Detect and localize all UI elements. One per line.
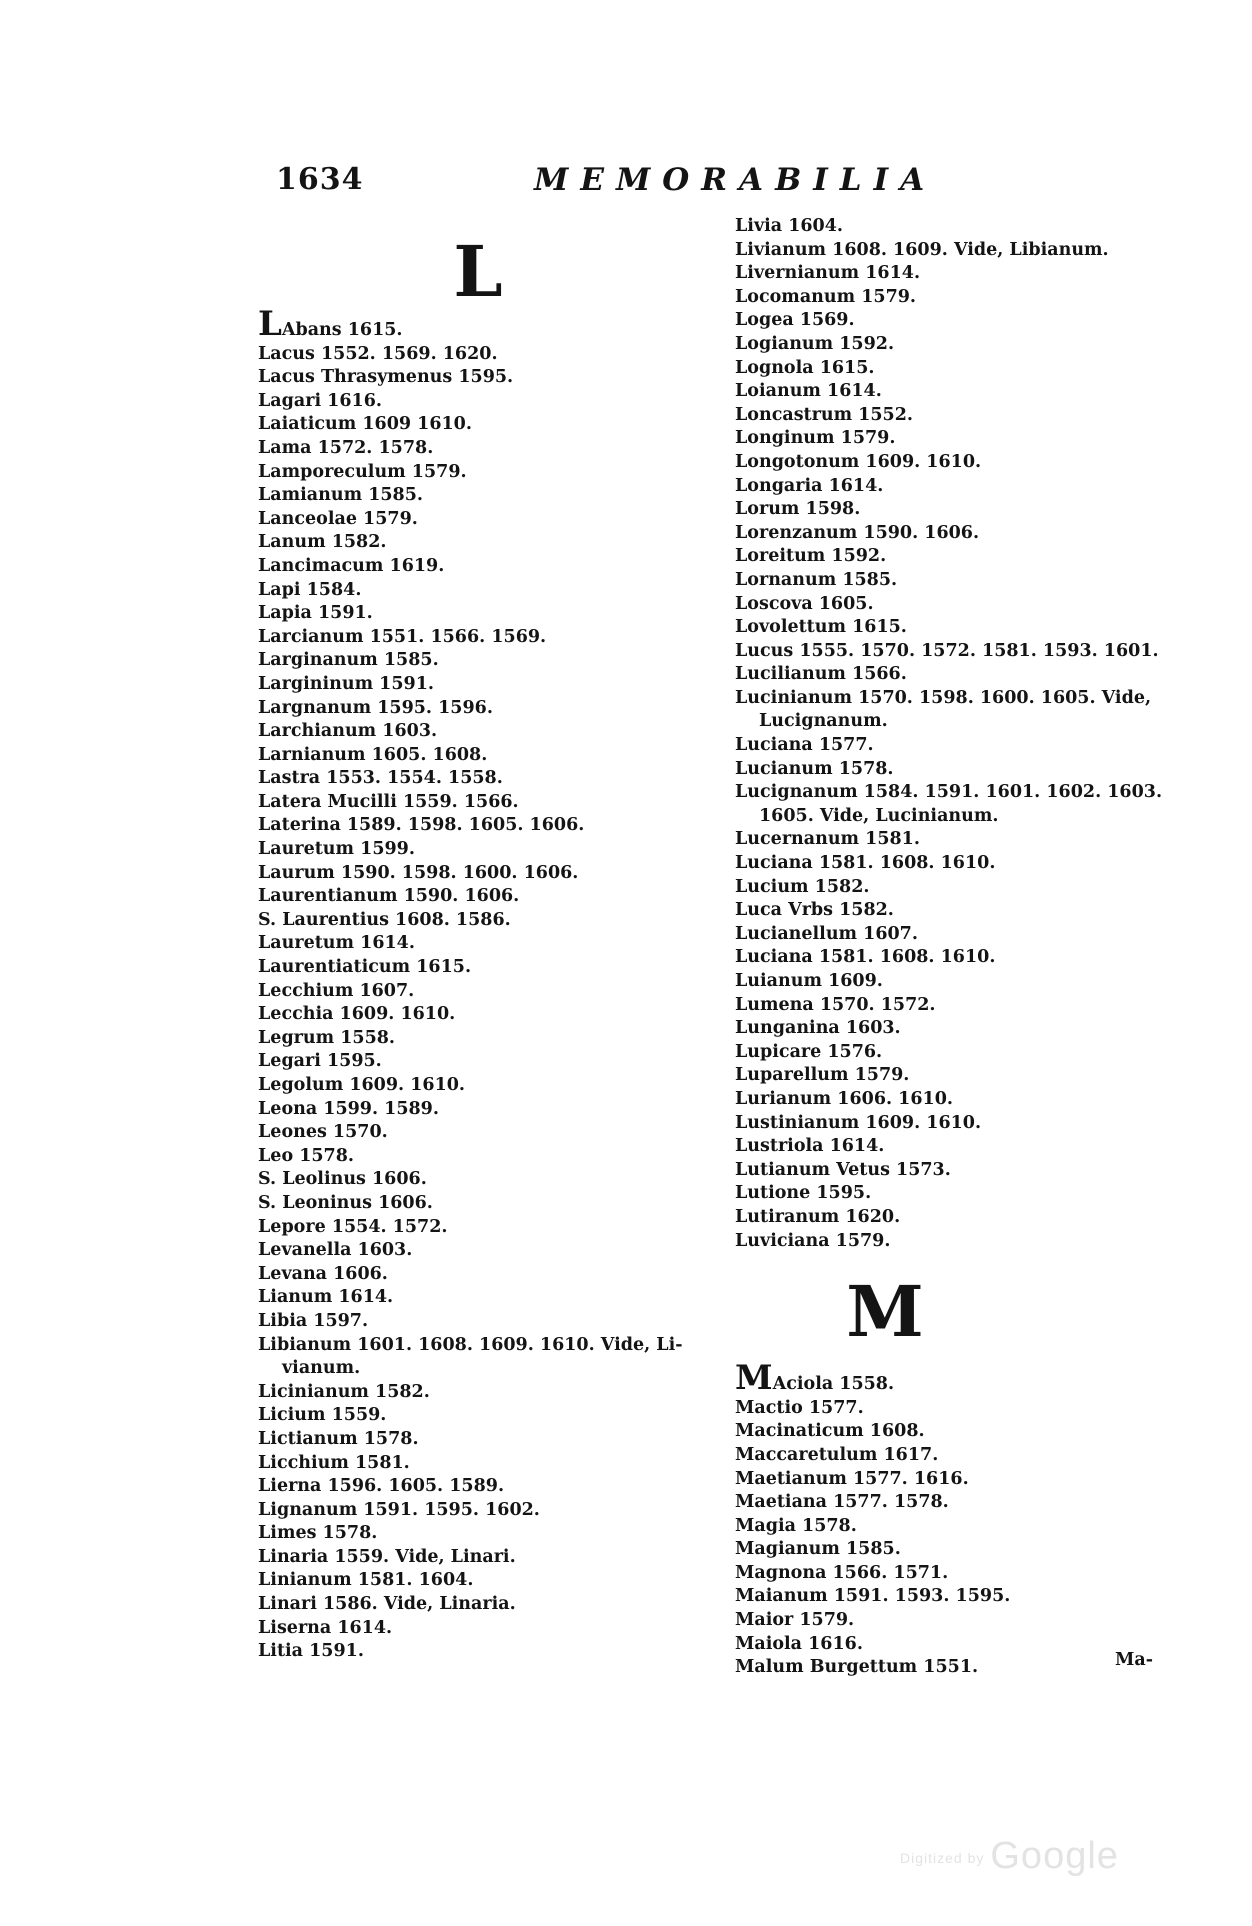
entry-text: Larcianum 1551. 1566. 1569. <box>258 626 547 647</box>
index-entry <box>258 555 728 579</box>
index-entry <box>735 805 1195 829</box>
index-entry <box>258 626 728 650</box>
index-entry <box>735 1397 1195 1421</box>
entry-text: Maianum 1591. 1593. 1595. <box>735 1586 1011 1607</box>
entry-text: Livianum 1608. 1609. Vide, Libianum. <box>735 239 1109 260</box>
digitized-watermark <box>900 1835 1119 1878</box>
index-entry <box>258 1168 728 1192</box>
entry-text: Lutione 1595. <box>735 1183 872 1204</box>
entry-text: Logianum 1592. <box>735 333 895 354</box>
index-entry <box>258 1640 728 1664</box>
index-entry <box>735 569 1195 593</box>
index-entry <box>258 932 728 956</box>
index-entry <box>735 427 1195 451</box>
index-entry <box>735 1112 1195 1136</box>
index-entry <box>258 1334 728 1358</box>
index-entry <box>735 1088 1195 1112</box>
entry-text: Maiola 1616. <box>735 1633 863 1654</box>
entry-text: Lacus Thrasymenus 1595. <box>258 367 514 388</box>
entry-text: Lucianum 1578. <box>735 758 894 779</box>
index-entry <box>258 1121 728 1145</box>
entry-text: Luviciana 1579. <box>735 1230 891 1251</box>
entry-text: Limes 1578. <box>258 1523 378 1544</box>
index-entry <box>735 970 1195 994</box>
page-number: 1634 <box>276 162 364 197</box>
index-entry <box>735 545 1195 569</box>
entry-text: Lastra 1553. 1554. 1558. <box>258 768 503 789</box>
index-entry <box>735 1444 1195 1468</box>
entry-text: S. Laurentius 1608. 1586. <box>258 909 511 930</box>
entry-text: Lutianum Vetus 1573. <box>735 1159 951 1180</box>
index-entry <box>735 475 1195 499</box>
entry-text: Linari 1586. Vide, Linaria. <box>258 1594 516 1615</box>
index-entry <box>258 390 728 414</box>
entry-text: Longinum 1579. <box>735 428 896 449</box>
entry-text: Lamporeculum 1579. <box>258 461 467 482</box>
entry-text: S. Leolinus 1606. <box>258 1169 427 1190</box>
entry-text: Lauretum 1614. <box>258 933 415 954</box>
index-entry <box>258 1499 728 1523</box>
index-entry <box>735 380 1195 404</box>
index-entry <box>735 593 1195 617</box>
catchword: Ma- <box>1115 1650 1153 1670</box>
index-entry <box>735 1468 1195 1492</box>
entry-text: Leones 1570. <box>258 1122 388 1143</box>
initial-capital: M <box>735 1358 773 1399</box>
page-header <box>276 162 937 206</box>
entry-text: Lama 1572. 1578. <box>258 437 434 458</box>
index-entry <box>258 484 728 508</box>
entry-text: Latera Mucilli 1559. 1566. <box>258 791 519 812</box>
index-entry <box>735 1585 1195 1609</box>
index-entry <box>258 1357 728 1381</box>
entry-text: Magia 1578. <box>735 1515 857 1536</box>
index-entry <box>735 994 1195 1018</box>
entry-text: Mactio 1577. <box>735 1397 864 1418</box>
entry-text: Longotonum 1609. 1610. <box>735 451 982 472</box>
entry-text: Abans 1615. <box>281 320 403 340</box>
entry-text: Magianum 1585. <box>735 1539 901 1560</box>
index-entry <box>258 304 728 344</box>
entry-text: Lucignanum. <box>759 711 888 732</box>
entry-text: Laiaticum 1609 1610. <box>258 414 472 435</box>
index-entry <box>258 909 728 933</box>
index-entry <box>735 710 1195 734</box>
entry-text: Lovolettum 1615. <box>735 617 907 638</box>
entry-text: Maccaretulum 1617. <box>735 1444 939 1465</box>
index-entry <box>258 1098 728 1122</box>
entry-text: Libia 1597. <box>258 1310 369 1331</box>
entry-text: Levana 1606. <box>258 1263 388 1284</box>
index-entry <box>735 828 1195 852</box>
entry-text: Lianum 1614. <box>258 1287 394 1308</box>
entry-text: Livia 1604. <box>735 216 843 236</box>
entry-text: Luianum 1609. <box>735 971 883 991</box>
entry-text: 1605. Vide, Lucinianum. <box>759 805 999 826</box>
entry-text: Licchium 1581. <box>258 1452 410 1473</box>
entry-text: Lornanum 1585. <box>735 569 898 590</box>
index-entry <box>258 1428 728 1452</box>
index-entry <box>735 616 1195 640</box>
index-entry <box>258 791 728 815</box>
index-entry <box>735 309 1195 333</box>
entry-text: Litia 1591. <box>258 1641 364 1662</box>
index-entry <box>258 814 728 838</box>
entry-text: Lierna 1596. 1605. 1589. <box>258 1476 505 1497</box>
entry-text: Logea 1569. <box>735 310 855 331</box>
index-entry <box>258 1546 728 1570</box>
watermark-prefix: Digitized by <box>900 1849 985 1866</box>
entry-text: Luciana 1581. 1608. 1610. <box>735 947 996 968</box>
index-entry <box>258 1027 728 1051</box>
index-entry <box>735 1206 1195 1230</box>
entry-text: Lutiranum 1620. <box>735 1206 901 1227</box>
entry-text: Livernianum 1614. <box>735 263 921 284</box>
index-entry <box>258 1192 728 1216</box>
entry-text: Laterina 1589. 1598. 1605. 1606. <box>258 815 585 836</box>
right-column <box>735 215 1195 1680</box>
entry-text: Lorum 1598. <box>735 499 861 520</box>
entry-text: Luciana 1581. 1608. 1610. <box>735 853 996 874</box>
index-entry <box>735 404 1195 428</box>
entry-text: Malum Burgettum 1551. <box>735 1657 979 1678</box>
index-entry <box>258 437 728 461</box>
index-entry <box>735 1230 1195 1254</box>
index-entry <box>735 286 1195 310</box>
entry-text: Locomanum 1579. <box>735 286 917 307</box>
entry-text: Lacus 1552. 1569. 1620. <box>258 343 498 364</box>
index-entry <box>258 720 728 744</box>
index-entry <box>735 1064 1195 1088</box>
entry-text: Lapi 1584. <box>258 579 362 600</box>
index-entry <box>258 366 728 390</box>
index-entry <box>258 531 728 555</box>
entry-text: Laurum 1590. 1598. 1600. 1606. <box>258 862 579 883</box>
right-entry-list-m <box>735 1358 1195 1680</box>
entry-text: Loscova 1605. <box>735 593 874 614</box>
index-entry <box>735 663 1195 687</box>
entry-text: Lunganina 1603. <box>735 1018 901 1039</box>
index-entry <box>258 838 728 862</box>
index-entry <box>258 1050 728 1074</box>
entry-text: Maetianum 1577. 1616. <box>735 1468 969 1489</box>
index-entry <box>258 697 728 721</box>
index-entry <box>258 1286 728 1310</box>
index-entry <box>735 1182 1195 1206</box>
initial-capital: L <box>258 304 282 344</box>
index-entry <box>258 343 728 367</box>
index-entry <box>258 461 728 485</box>
entry-text: Lurianum 1606. 1610. <box>735 1088 953 1109</box>
entry-text: Luparellum 1579. <box>735 1065 910 1086</box>
index-entry <box>258 767 728 791</box>
entry-text: Lustinianum 1609. 1610. <box>735 1112 982 1133</box>
index-entry <box>735 1609 1195 1633</box>
index-entry <box>735 640 1195 664</box>
entry-text: Lepore 1554. 1572. <box>258 1216 448 1237</box>
index-entry <box>258 1452 728 1476</box>
index-entry <box>735 1562 1195 1586</box>
index-entry <box>258 1310 728 1334</box>
entry-text: Leo 1578. <box>258 1145 355 1166</box>
entry-text: Lupicare 1576. <box>735 1041 883 1062</box>
index-entry <box>735 923 1195 947</box>
entry-text: Linaria 1559. Vide, Linari. <box>258 1546 516 1567</box>
entry-text: Linianum 1581. 1604. <box>258 1570 474 1591</box>
index-entry <box>735 758 1195 782</box>
entry-text: S. Leoninus 1606. <box>258 1192 433 1213</box>
entry-text: Lucernanum 1581. <box>735 829 920 850</box>
entry-text: Legari 1595. <box>258 1051 382 1072</box>
index-entry <box>735 852 1195 876</box>
index-entry <box>258 673 728 697</box>
entry-text: Lapia 1591. <box>258 603 373 624</box>
entry-text: Leona 1599. 1589. <box>258 1098 439 1119</box>
index-entry <box>735 1135 1195 1159</box>
entry-text: Lognola 1615. <box>735 357 875 378</box>
entry-text: Larnianum 1605. 1608. <box>258 744 488 765</box>
index-entry <box>735 357 1195 381</box>
index-entry <box>258 579 728 603</box>
index-entry <box>258 413 728 437</box>
entry-text: Larginanum 1585. <box>258 650 439 671</box>
entry-text: Loreitum 1592. <box>735 546 887 567</box>
entry-text: Lagari 1616. <box>258 390 382 411</box>
index-entry <box>258 1475 728 1499</box>
entry-text: Largnanum 1595. 1596. <box>258 697 493 718</box>
index-entry <box>258 1263 728 1287</box>
right-entry-list-l <box>735 215 1195 1253</box>
entry-text: Legrum 1558. <box>258 1027 396 1048</box>
entry-text: Lecchium 1607. <box>258 980 415 1001</box>
index-entry <box>735 1017 1195 1041</box>
entry-text: Lucianellum 1607. <box>735 923 918 944</box>
entry-text: Luca Vrbs 1582. <box>735 900 894 921</box>
entry-text: Levanella 1603. <box>258 1240 413 1261</box>
index-entry <box>258 1522 728 1546</box>
index-entry <box>258 744 728 768</box>
index-entry <box>258 1074 728 1098</box>
index-entry <box>258 980 728 1004</box>
index-entry <box>735 333 1195 357</box>
entry-text: Licinianum 1582. <box>258 1381 430 1402</box>
entry-text: Liserna 1614. <box>258 1617 393 1638</box>
index-entry <box>735 1358 1195 1399</box>
entry-text: Lucinianum 1570. 1598. 1600. 1605. Vide, <box>735 687 1152 708</box>
entry-text: Luciana 1577. <box>735 735 874 756</box>
index-entry <box>735 1420 1195 1444</box>
index-entry <box>258 1593 728 1617</box>
entry-text: Lumena 1570. 1572. <box>735 994 936 1015</box>
index-entry <box>735 239 1195 263</box>
index-entry <box>258 956 728 980</box>
index-entry <box>735 946 1195 970</box>
entry-text: Lignanum 1591. 1595. 1602. <box>258 1499 540 1520</box>
entry-text: Loianum 1614. <box>735 381 882 402</box>
entry-text: Longaria 1614. <box>735 475 884 496</box>
index-entry <box>735 1159 1195 1183</box>
index-entry <box>258 1216 728 1240</box>
entry-text: Lucilianum 1566. <box>735 664 907 685</box>
index-entry <box>258 602 728 626</box>
entry-text: Largininum 1591. <box>258 673 434 694</box>
index-entry <box>735 1538 1195 1562</box>
index-entry <box>735 1515 1195 1539</box>
entry-text: Macinaticum 1608. <box>735 1421 925 1442</box>
index-entry <box>735 781 1195 805</box>
entry-text: Aciola 1558. <box>772 1374 895 1395</box>
index-entry <box>258 1003 728 1027</box>
entry-text: Lustriola 1614. <box>735 1136 885 1157</box>
entry-text: Lamianum 1585. <box>258 485 424 506</box>
entry-text: vianum. <box>282 1358 361 1379</box>
entry-text: Lanum 1582. <box>258 532 387 553</box>
entry-text: Libianum 1601. 1608. 1609. 1610. Vide, Li- <box>258 1334 683 1355</box>
entry-text: Lorenzanum 1590. 1606. <box>735 522 980 543</box>
entry-text: Lauretum 1599. <box>258 839 415 860</box>
running-title: MEMORABILIA <box>534 162 937 198</box>
index-entry <box>735 876 1195 900</box>
index-entry <box>258 885 728 909</box>
index-entry <box>735 215 1195 239</box>
index-entry <box>258 1145 728 1169</box>
index-entry <box>735 1041 1195 1065</box>
index-entry <box>735 262 1195 286</box>
entry-text: Lanceolae 1579. <box>258 508 418 529</box>
entry-text: Lucignanum 1584. 1591. 1601. 1602. 1603. <box>735 782 1163 803</box>
index-entry <box>258 1239 728 1263</box>
index-entry <box>258 1404 728 1428</box>
watermark-brand: Google <box>990 1835 1119 1877</box>
left-entry-list <box>258 304 728 1664</box>
entry-text: Lucium 1582. <box>735 876 870 897</box>
entry-text: Lancimacum 1619. <box>258 555 445 576</box>
entry-text: Loncastrum 1552. <box>735 404 913 425</box>
entry-text: Lecchia 1609. 1610. <box>258 1004 456 1025</box>
entry-text: Maior 1579. <box>735 1610 855 1631</box>
entry-text: Laurentianum 1590. 1606. <box>258 886 520 907</box>
index-entry <box>735 451 1195 475</box>
entry-text: Licium 1559. <box>258 1405 387 1426</box>
index-entry <box>258 1617 728 1641</box>
index-entry <box>735 498 1195 522</box>
index-entry <box>258 862 728 886</box>
index-entry <box>735 687 1195 711</box>
entry-text: Magnona 1566. 1571. <box>735 1562 949 1583</box>
section-letter-m: M <box>846 1270 924 1354</box>
entry-text: Lucus 1555. 1570. 1572. 1581. 1593. 1601. <box>735 640 1159 661</box>
index-entry <box>735 522 1195 546</box>
index-entry <box>258 1381 728 1405</box>
entry-text: Maetiana 1577. 1578. <box>735 1492 949 1513</box>
left-column <box>258 230 728 1664</box>
section-letter-l: L <box>453 230 503 313</box>
index-entry <box>735 734 1195 758</box>
entry-text: Lictianum 1578. <box>258 1428 419 1449</box>
entry-text: Larchianum 1603. <box>258 721 438 742</box>
index-entry <box>735 1491 1195 1515</box>
index-entry <box>735 899 1195 923</box>
entry-text: Legolum 1609. 1610. <box>258 1075 466 1095</box>
index-entry <box>258 649 728 673</box>
index-entry <box>258 508 728 532</box>
entry-text: Laurentiaticum 1615. <box>258 957 472 978</box>
index-entry <box>258 1569 728 1593</box>
